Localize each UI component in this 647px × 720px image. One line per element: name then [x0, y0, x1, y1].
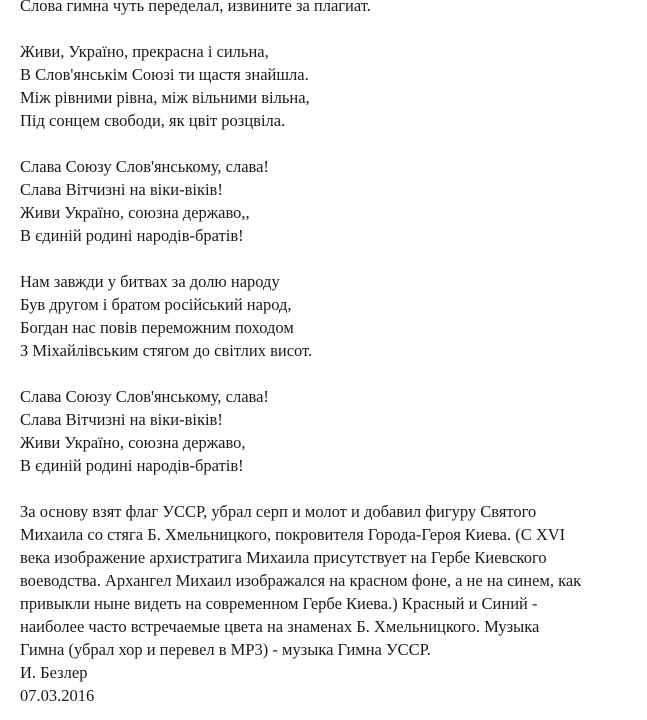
- spacer: [20, 132, 640, 155]
- verse-line: Слава Союзу Слов'янському, слава!: [20, 387, 269, 406]
- stanza-1: [20, 40, 640, 132]
- verse-line: В Слов'янськім Союзі ти щастя знайшла.: [20, 65, 309, 84]
- spacer: [20, 362, 640, 385]
- verse-line: Живи, Україно, прекрасна і сильна,: [20, 42, 269, 61]
- verse-line: Нам завжди у битвах за долю народу: [20, 272, 280, 291]
- signature-block: [20, 661, 640, 707]
- note-line: Гимна (убрал хор и перевел в MP3) - музыка Гимна УССР.: [20, 640, 431, 659]
- spacer: [20, 247, 640, 270]
- stanza-2-chorus: [20, 155, 640, 247]
- author-note: [20, 500, 640, 661]
- spacer: [20, 477, 640, 500]
- post-body: [20, 0, 640, 707]
- stanza-3: [20, 270, 640, 362]
- verse-line: Був другом і братом російський народ,: [20, 295, 292, 314]
- note-line: воеводства. Архангел Михаил изображался на красном фоне, а не на синем, как: [20, 571, 582, 590]
- verse-line: Слава Вітчизні на віки-віків!: [20, 410, 223, 429]
- author-name: И. Безлер: [20, 663, 88, 682]
- note-line: века изображение архистратига Михаила присутствует на Гербе Киевского: [20, 548, 547, 567]
- post-date: 07.03.2016: [20, 686, 95, 705]
- verse-line: Слава Союзу Слов'янському, слава!: [20, 157, 269, 176]
- verse-line: З Міхайлівським стягом до світлих висот.: [20, 341, 313, 360]
- verse-line: Богдан нас повів переможним походом: [20, 318, 294, 337]
- note-line: наиболее часто встречаемые цвета на знаменах Б. Хмельницкого. Музыка: [20, 617, 540, 636]
- note-line: За основу взят флаг УССР, убрал серп и молот и добавил фигуру Святого: [20, 502, 537, 521]
- verse-line: В єдиній родині народів-братів!: [20, 226, 244, 245]
- verse-line: Живи Україно, союзна державо,: [20, 433, 246, 452]
- verse-line: Між рівними рівна, між вільними вільна,: [20, 88, 310, 107]
- note-line: Михаила со стяга Б. Хмельницкого, покровителя Города-Героя Киева. (С XVI: [20, 525, 566, 544]
- intro-line: Слова гимна чуть переделал, извините за плагиат.: [20, 0, 371, 15]
- verse-line: В єдиній родині народів-братів!: [20, 456, 244, 475]
- stanza-4-chorus: [20, 385, 640, 477]
- note-line: привыкли ныне видеть на современном Гербе Киева.) Красный и Синий -: [20, 594, 538, 613]
- spacer: [20, 17, 640, 40]
- verse-line: Слава Вітчизні на віки-віків!: [20, 180, 223, 199]
- verse-line: Під сонцем свободи, як цвіт розцвіла.: [20, 111, 286, 130]
- verse-line: Живи Україно, союзна державо,,: [20, 203, 250, 222]
